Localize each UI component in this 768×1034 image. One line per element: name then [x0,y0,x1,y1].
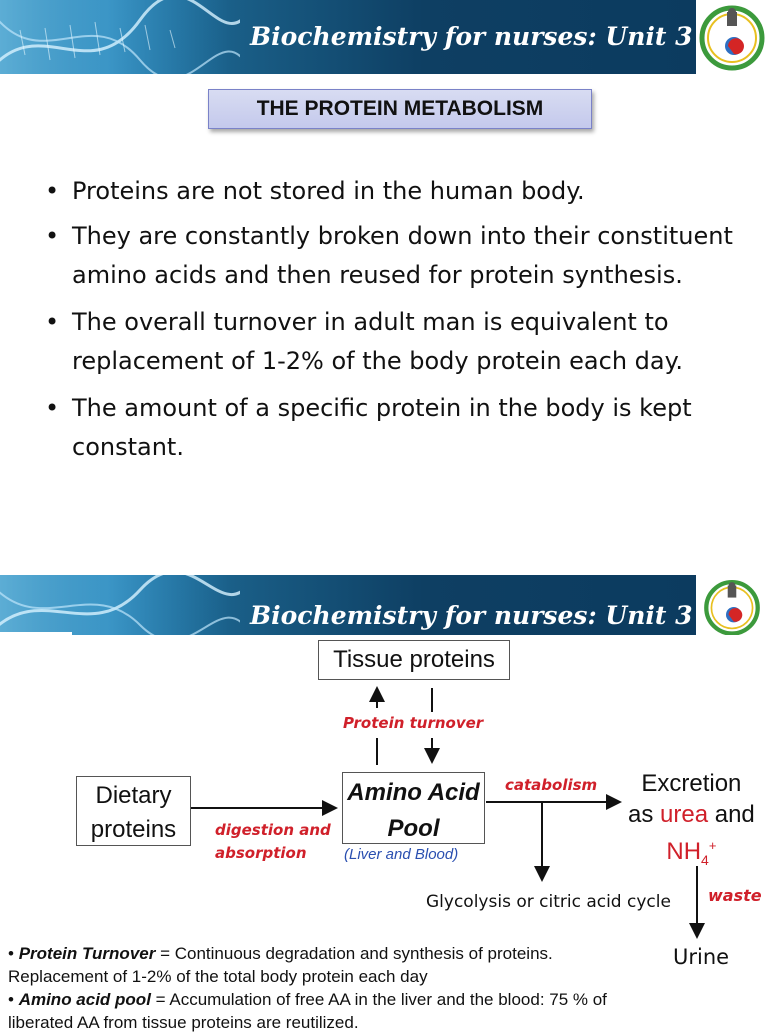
bullet-item: • They are constantly broken down into their constituent amino acids and then reused for protein synthesis. [45,217,735,295]
university-logo-icon [698,2,766,72]
logo-box [696,575,768,635]
header-banner-2 [0,575,768,635]
banner-title: Biochemistry for nurses: Unit 3 [250,22,693,51]
excretion-line-2: as urea and [628,801,755,828]
waste-label: waste [708,886,762,905]
university-logo-icon [698,577,766,635]
tissue-proteins-label: Tissue proteins [333,646,495,673]
slide-heading [208,89,592,129]
catabolism-label: catabolism [505,776,598,794]
note-turnover: • Protein Turnover = Continuous degradation and synthesis of proteins. [8,944,553,963]
ammonium-text: $NH_4^+$ [666,838,717,868]
dna-helix-graphic [0,0,240,74]
bullet-item: • The amount of a specific protein in the body is kept constant. [45,389,735,467]
urea-text: urea [660,801,709,828]
pool-line-1: Amino Acid [347,779,480,806]
bullet-list [45,172,735,475]
note-pool-line2: liberated AA from tissue proteins are reutilized. [8,1013,359,1032]
amino-acid-pool-box [342,772,485,844]
bullet-item: • The overall turnover in adult man is equivalent to replacement of 1-2% of the body protein each day. [45,303,735,381]
excretion-label [628,768,755,876]
logo-box [696,0,768,74]
dietary-line-1: Dietary [95,782,172,809]
tissue-proteins-box [318,640,510,680]
banner-corner [0,632,72,650]
note-turnover-line2: Replacement of 1-2% of the total body protein each day [8,967,428,986]
bullet-item: • Proteins are not stored in the human body. [45,172,735,211]
excretion-line-1: Excretion [641,770,742,797]
digestion-label-1: digestion and [215,821,331,839]
digestion-label-2: absorption [215,844,307,862]
pool-location-label: (Liver and Blood) [344,846,459,863]
urine-label: Urine [673,945,730,969]
protein-turnover-label: Protein turnover [343,714,484,732]
glycolysis-label: Glycolysis or citric acid cycle [426,892,671,912]
banner-title: Biochemistry for nurses: Unit 3 [250,601,693,630]
slide-heading-text: THE PROTEIN METABOLISM [256,97,544,120]
note-pool: • Amino acid pool = Accumulation of free AA in the liver and the blood: 75 % of [8,990,607,1009]
header-banner [0,0,768,74]
definitions-notes [8,942,760,1034]
dietary-proteins-box [76,776,191,846]
dietary-line-2: proteins [90,816,177,843]
dna-helix-graphic [0,575,240,635]
pool-line-2: Pool [387,815,440,842]
